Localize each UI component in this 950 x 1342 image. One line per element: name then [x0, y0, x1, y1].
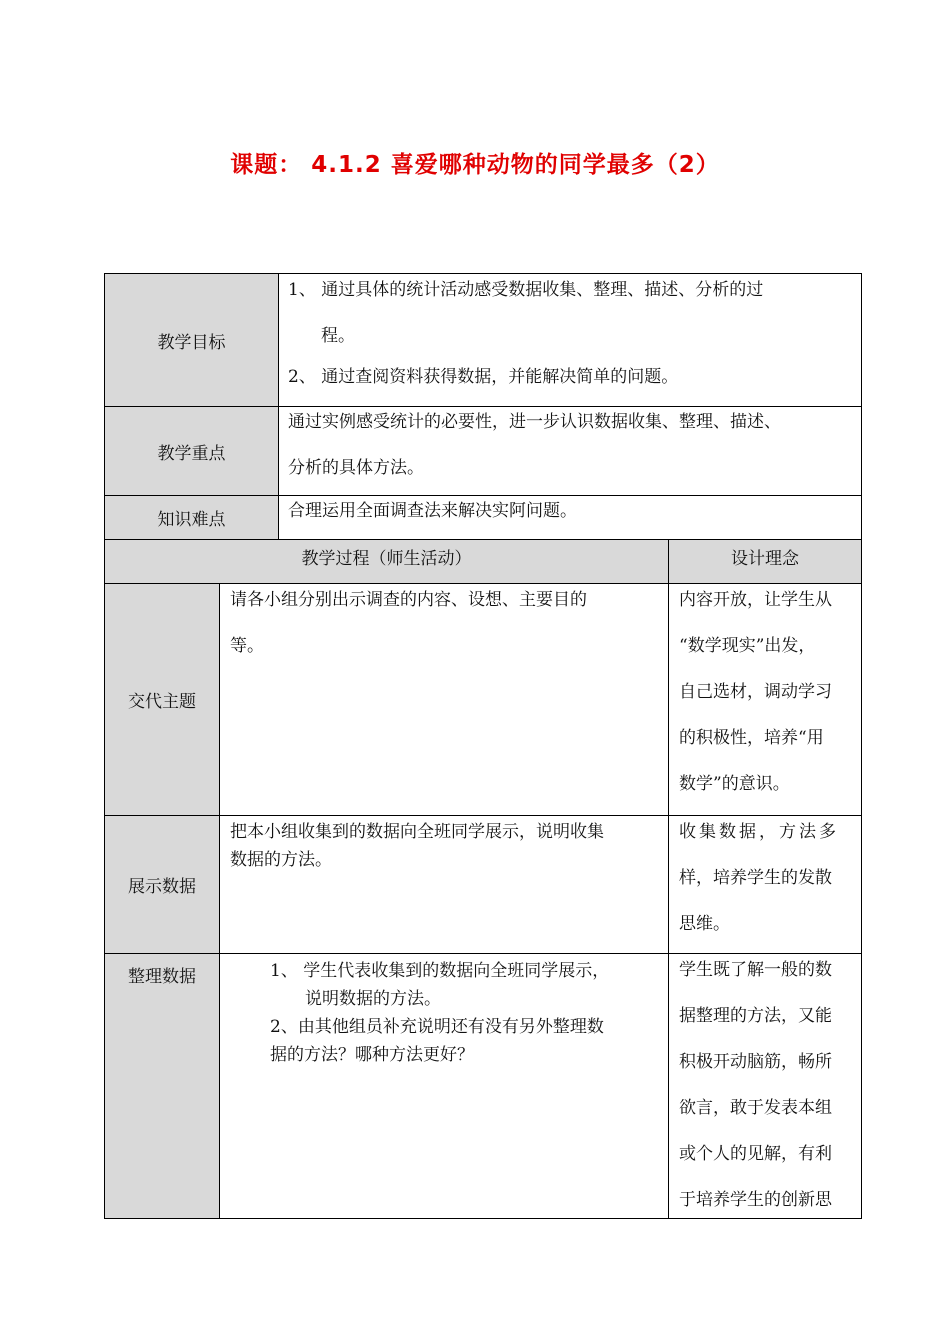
row-idea-line: 欲言，敢于发表本组 — [679, 1098, 832, 1118]
row-idea-line: 思维。 — [679, 914, 730, 934]
goals-line-2: 2、 通过查阅资料获得数据，并能解决简单的问题。 — [288, 367, 679, 387]
row-content-line: 1、 学生代表收集到的数据向全班同学展示， — [270, 961, 610, 981]
row-label: 整理数据 — [128, 967, 196, 987]
row-label-cell — [104, 953, 220, 1219]
difficulty-content-cell — [278, 495, 862, 540]
goals-line-1b: 程。 — [321, 326, 355, 346]
row-content-line: 把本小组收集到的数据向全班同学展示，说明收集 — [230, 822, 604, 842]
row-label-cell — [104, 583, 220, 816]
goals-label: 教学目标 — [157, 332, 226, 353]
goals-label-cell — [104, 273, 279, 407]
goals-content-cell — [278, 273, 862, 407]
row-idea-line: 学生既了解一般的数 — [679, 960, 832, 980]
key-points-line-2: 分析的具体方法。 — [288, 458, 424, 478]
row-content-line: 2、由其他组员补充说明还有没有另外整理数 — [270, 1017, 604, 1037]
page-title: 课题： 4.1.2 喜爱哪种动物的同学最多（2） — [230, 152, 720, 178]
difficulty-label: 知识难点 — [157, 510, 226, 530]
row-idea-line: 样，培养学生的发散 — [679, 868, 832, 888]
difficulty-label-cell — [104, 495, 279, 540]
row-idea-cell — [668, 583, 862, 816]
row-idea-line: 收集数据，方法多 — [679, 822, 839, 842]
key-points-content-cell — [278, 406, 862, 496]
row-idea-line: 积极开动脑筋，畅所 — [679, 1052, 832, 1072]
key-points-line-1: 通过实例感受统计的必要性，进一步认识数据收集、整理、描述、 — [288, 412, 781, 432]
row-idea-cell — [668, 815, 862, 954]
row-idea-line: 自己选材，调动学习 — [679, 682, 832, 702]
row-content-line: 据的方法？哪种方法更好？ — [270, 1045, 474, 1065]
row-content-line: 请各小组分别出示调查的内容、设想、主要目的 — [230, 590, 587, 610]
key-points-label-cell — [104, 406, 279, 496]
key-points-label: 教学重点 — [157, 443, 226, 464]
row-content-line: 等。 — [230, 636, 264, 656]
process-header-left-label: 教学过程（师生活动） — [301, 549, 472, 569]
row-idea-line: “数学现实”出发， — [679, 636, 816, 656]
row-idea-line: 数学”的意识。 — [679, 774, 790, 794]
row-idea-line: 或个人的见解，有利 — [679, 1144, 832, 1164]
row-content-line: 说明数据的方法。 — [305, 989, 441, 1009]
row-idea-cell — [668, 953, 862, 1219]
row-idea-line: 的积极性，培养“用 — [679, 728, 824, 748]
row-idea-line: 据整理的方法，又能 — [679, 1006, 832, 1026]
row-label: 交代主题 — [128, 692, 196, 712]
row-content-cell — [219, 953, 669, 1219]
row-content-cell — [219, 583, 669, 816]
row-label: 展示数据 — [128, 877, 196, 897]
process-header-right-label: 设计理念 — [731, 549, 799, 569]
difficulty-text: 合理运用全面调查法来解决实阿问题。 — [288, 501, 577, 521]
row-content-cell — [219, 815, 669, 954]
goals-line-1: 1、 通过具体的统计活动感受数据收集、整理、描述、分析的过 — [288, 280, 764, 300]
row-idea-line: 内容开放，让学生从 — [679, 590, 832, 610]
row-content-line: 数据的方法。 — [230, 850, 332, 870]
row-idea-line: 于培养学生的创新思 — [679, 1190, 832, 1210]
row-label-cell — [104, 815, 220, 954]
